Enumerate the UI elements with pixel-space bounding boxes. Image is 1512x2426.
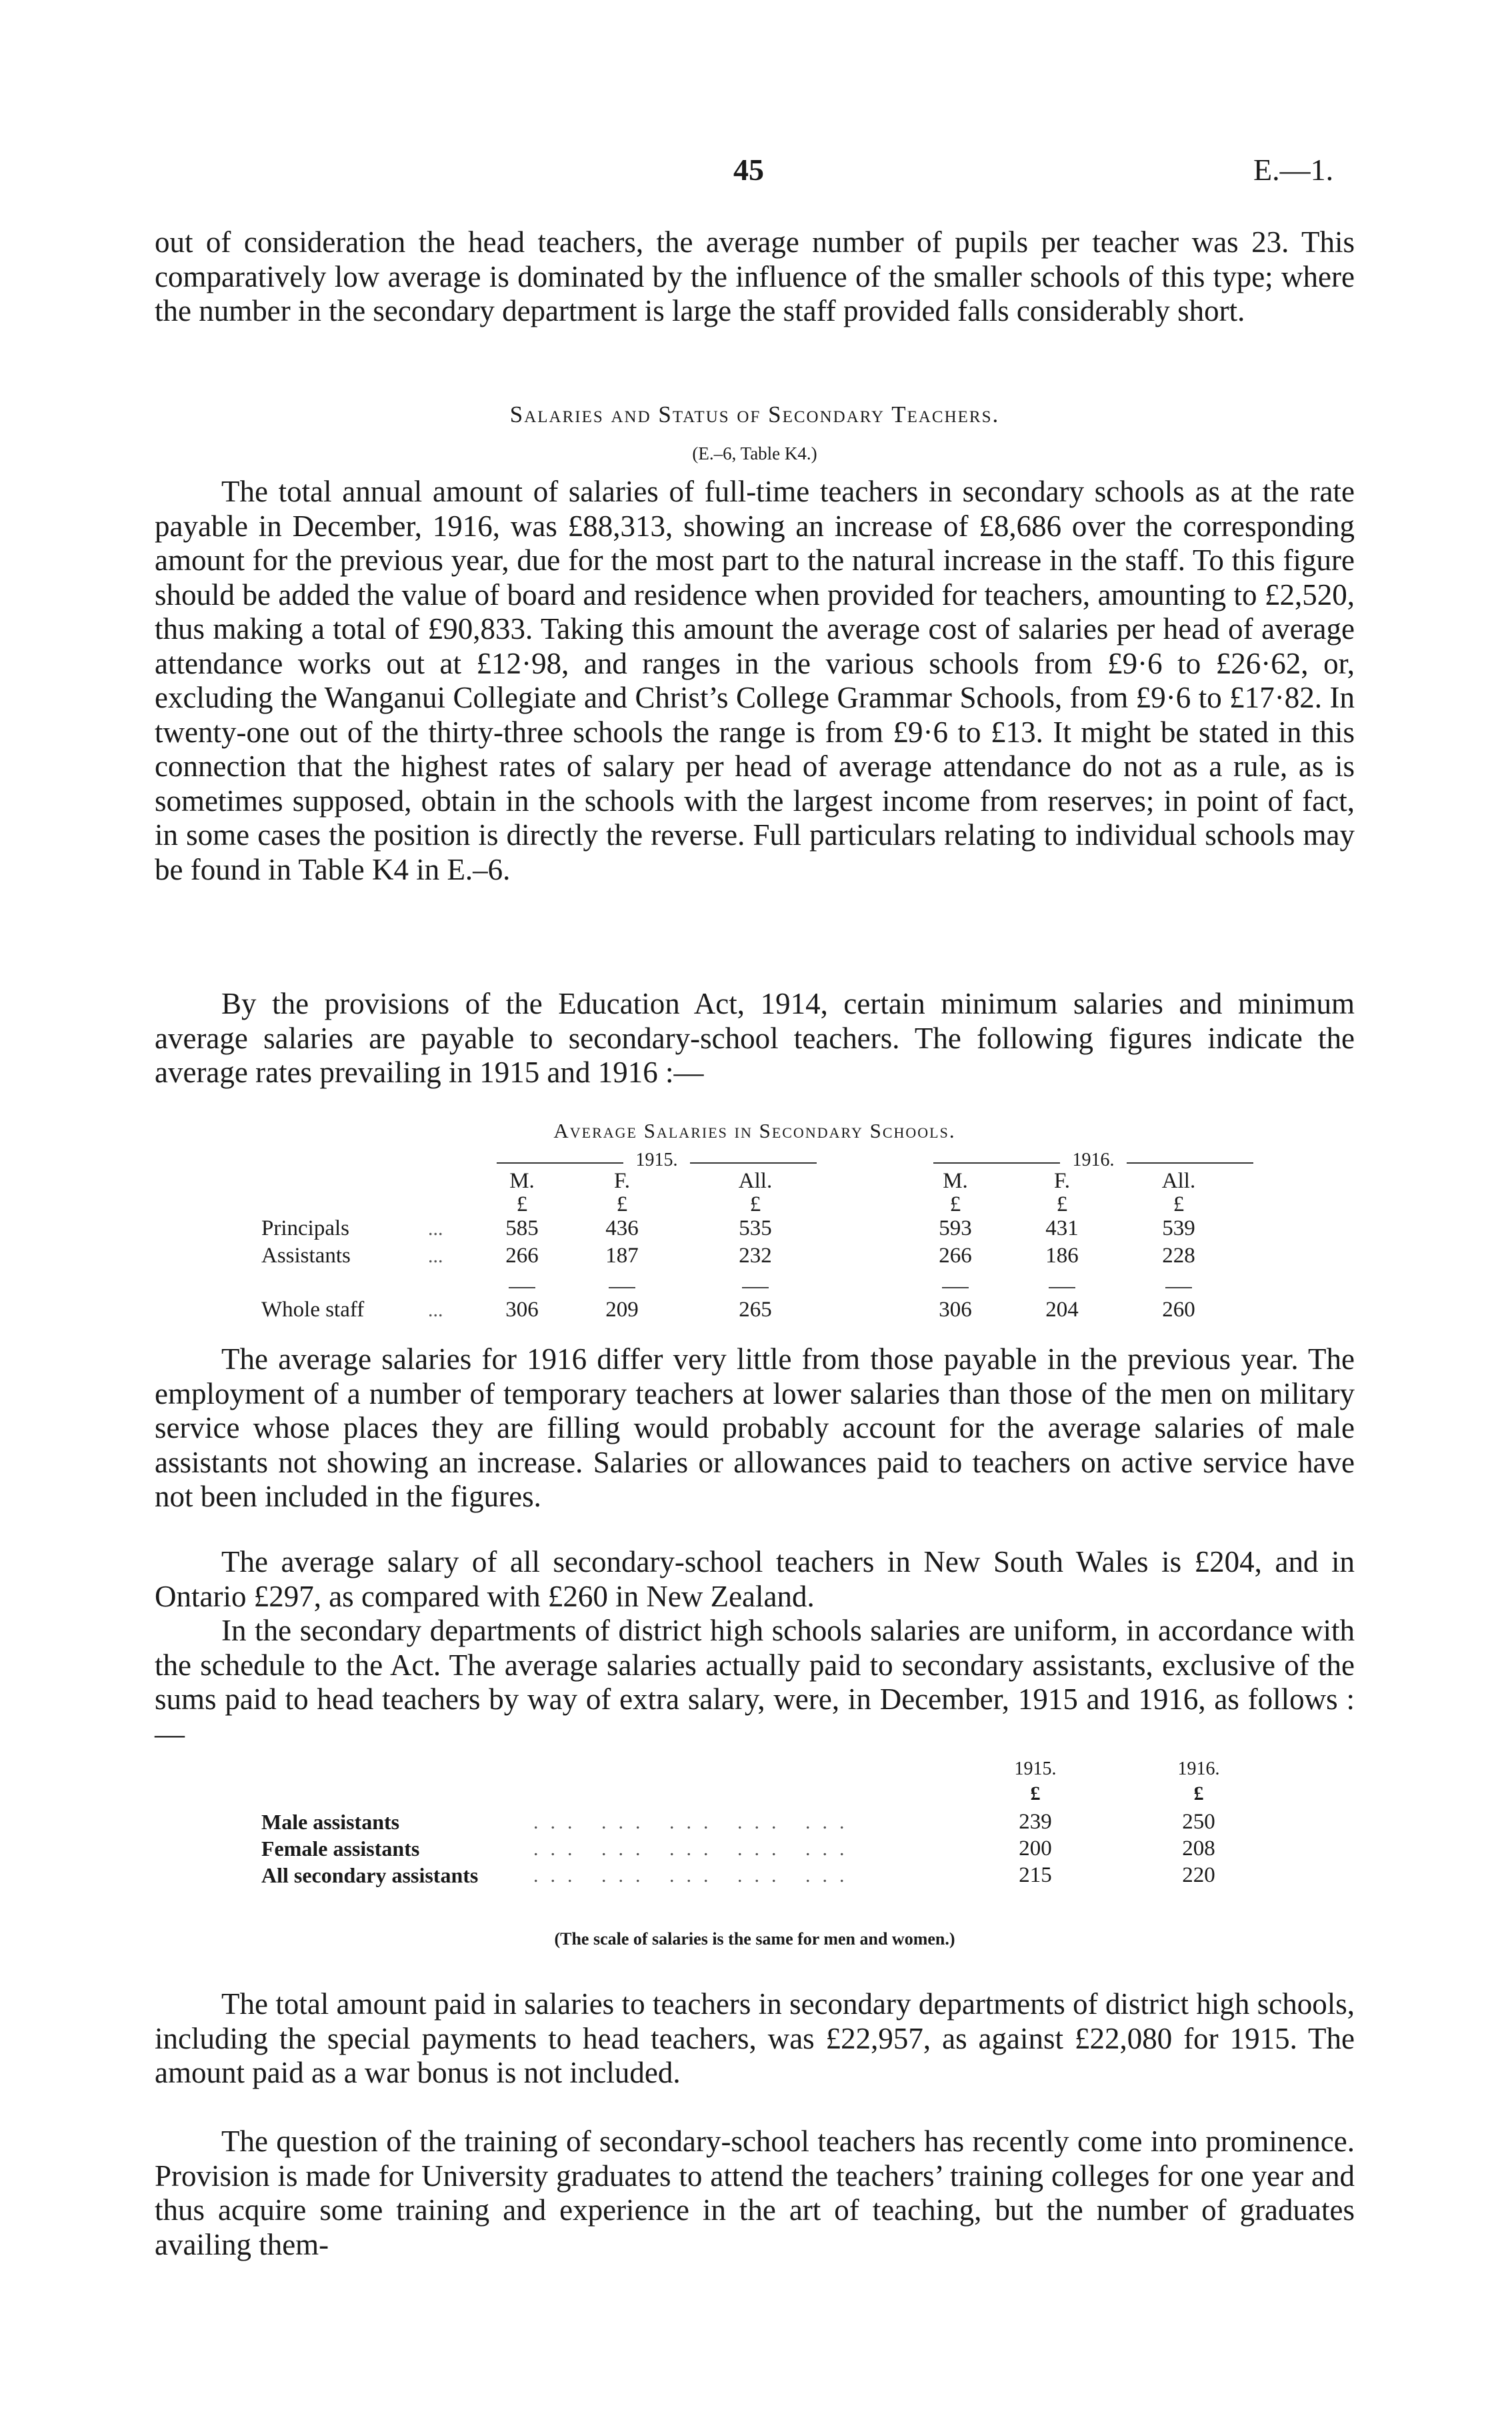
- column-header: 1916.: [1177, 1758, 1220, 1779]
- table-cell: 431: [1045, 1216, 1079, 1240]
- table-cell: 232: [739, 1244, 772, 1268]
- row-leader: ...: [428, 1218, 443, 1240]
- table-cell: 250: [1182, 1810, 1215, 1834]
- section-reference: (E.–6, Table K4.): [692, 443, 817, 463]
- column-header: F.: [1054, 1169, 1070, 1193]
- row-leader: ... ... ... ... ...: [533, 1865, 857, 1887]
- row-label: Female assistants: [261, 1837, 420, 1861]
- table-cell: 260: [1162, 1298, 1195, 1322]
- column-header: M.: [943, 1169, 968, 1193]
- year-label-1916: 1916.: [1060, 1150, 1127, 1171]
- sum-rule: [1165, 1287, 1192, 1288]
- table-cell: 220: [1182, 1863, 1215, 1887]
- table-cell: 535: [739, 1216, 772, 1240]
- table-cell: 200: [1019, 1837, 1052, 1861]
- table-cell: 306: [505, 1298, 539, 1322]
- column-header: F.: [614, 1169, 630, 1193]
- table-cell: 266: [939, 1244, 972, 1268]
- section-heading: Salaries and Status of Secondary Teachers.: [509, 401, 1000, 427]
- table-cell: 585: [505, 1216, 539, 1240]
- table-title: Average Salaries in Secondary Schools.: [553, 1119, 956, 1142]
- table-cell: 209: [605, 1298, 639, 1322]
- sum-rule: [609, 1287, 635, 1288]
- table-note: (The scale of salaries is the same for men and women.): [554, 1929, 955, 1949]
- row-leader: ...: [428, 1299, 443, 1321]
- column-header: M.: [509, 1169, 535, 1193]
- table-cell: 593: [939, 1216, 972, 1240]
- table-cell: 265: [739, 1298, 772, 1322]
- row-leader: ...: [428, 1245, 443, 1267]
- paragraph-salaries-total: The total annual amount of salaries of full-time teachers in secondary schools as at the rate payable in December, 1916, was £88,313, showing an increase of £8,686 over the corresponding amount for the previous year, due for the most part to the natural increase in the staff. To this figure should be added the value of board and residence when provided for teachers, amounting to £2,520, thus making a total of £90,833. Taking this amount the average cost of salaries per head of average attendance works out at £12·98, and ranges in the various schools from £9·6 to £26·62, or, excluding the Wanganui Collegiate and Christ’s College Grammar Schools, from £9·6 to £17·82. In twenty-one out of the thirty-three schools the range is from £9·6 to £13. It might be stated in this connection that the highest rates of salary per head of average attendance do not as a rule, as is sometimes supposed, obtain in the schools with the largest income from reserves; in point of fact, in some cases the position is directly the reverse. Full particulars relating to individual schools may be found in Table K4 in E.–6.: [155, 475, 1355, 886]
- document-reference: E.—1.: [1253, 153, 1334, 187]
- row-label: Whole staff: [261, 1298, 365, 1322]
- row-leader: ... ... ... ... ...: [533, 1838, 857, 1860]
- row-label: All secondary assistants: [261, 1863, 479, 1887]
- table-cell: 208: [1182, 1837, 1215, 1861]
- table-cell: 215: [1019, 1863, 1052, 1887]
- row-label: Male assistants: [261, 1810, 400, 1834]
- table-cell: 436: [605, 1216, 639, 1240]
- sum-rule: [509, 1287, 535, 1288]
- column-header: 1915.: [1014, 1758, 1057, 1779]
- paragraph-education-act: By the provisions of the Education Act, 1914, certain minimum salaries and minimum average salaries are payable to secondary-school teachers. The following figures indicate the average rates prevailing in 1915 and 1916 :—: [155, 987, 1355, 1089]
- unit-label: £: [1193, 1782, 1204, 1804]
- paragraph-district-high-schools: In the secondary departments of district high schools salaries are uniform, in accordance with the schedule to the Act. The average salaries actually paid to secondary assistants, exclusive of the sums paid to head teachers by way of extra salary, were, in December, 1915 and 1916, as follows :—: [155, 1614, 1355, 1750]
- paragraph-average-salaries-1916: The average salaries for 1916 differ very little from those payable in the previous year. The employment of a number of temporary teachers at lower salaries than those of the men on military service whose places they are filling would probably account for the average salaries of male assistants not showing an increase. Salaries or allowances paid to teachers on active service have not been included in the figures.: [155, 1342, 1355, 1513]
- sum-rule: [1049, 1287, 1075, 1288]
- row-label: Assistants: [261, 1244, 351, 1268]
- sum-rule: [742, 1287, 769, 1288]
- row-label: Principals: [261, 1216, 349, 1240]
- unit-label: £: [1030, 1782, 1041, 1804]
- paragraph-district-total: The total amount paid in salaries to teachers in secondary departments of district high schools, including the special payments to head teachers, was £22,957, as against £22,080 for 1915. The amount paid as a war bonus is not included.: [155, 1987, 1355, 2089]
- column-header: All.: [738, 1169, 773, 1193]
- unit-label: £: [749, 1192, 761, 1216]
- unit-label: £: [1056, 1192, 1068, 1216]
- unit-label: £: [1173, 1192, 1185, 1216]
- unit-label: £: [949, 1192, 961, 1216]
- year-label-1915: 1915.: [623, 1150, 690, 1171]
- paragraph-comparison: The average salary of all secondary-school teachers in New South Wales is £204, and in Ontario £297, as compared with £260 in New Zealand.: [155, 1545, 1355, 1613]
- unit-label: £: [616, 1192, 628, 1216]
- table-cell: 266: [505, 1244, 539, 1268]
- page-number: 45: [733, 153, 764, 187]
- table-cell: 186: [1045, 1244, 1079, 1268]
- table-cell: 204: [1045, 1298, 1079, 1322]
- row-leader: ... ... ... ... ...: [533, 1811, 857, 1833]
- sum-rule: [942, 1287, 969, 1288]
- paragraph-training: The question of the training of secondary-school teachers has recently come into prominence. Provision is made for University graduates to attend the teachers’ training colleges for one year and thus acquire some training and experience in the art of teaching, but the number of graduates availing them-: [155, 2125, 1355, 2261]
- unit-label: £: [516, 1192, 528, 1216]
- table-cell: 228: [1162, 1244, 1195, 1268]
- table-cell: 306: [939, 1298, 972, 1322]
- column-header: All.: [1161, 1169, 1196, 1193]
- table-cell: 239: [1019, 1810, 1052, 1834]
- table-cell: 539: [1162, 1216, 1195, 1240]
- table-cell: 187: [605, 1244, 639, 1268]
- paragraph-continuation: out of consideration the head teachers, the average number of pupils per teacher was 23. This comparatively low average is dominated by the influence of the smaller schools of this type; where the number in the secondary department is large the staff provided falls considerably short.: [155, 225, 1355, 327]
